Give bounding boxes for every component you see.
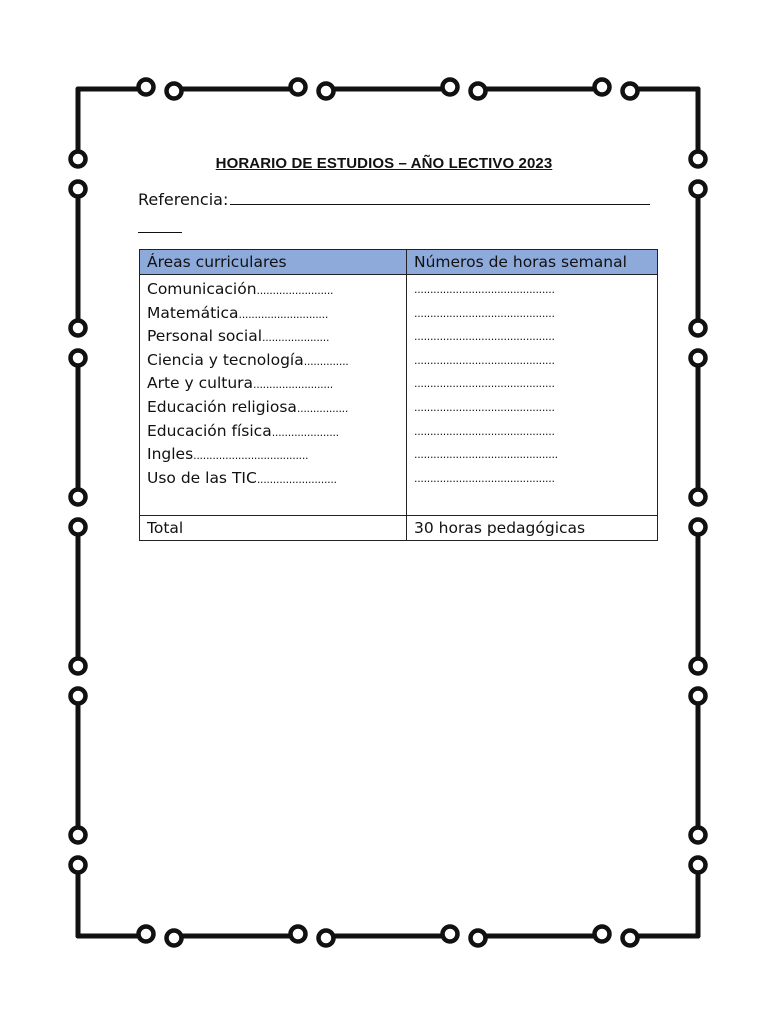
- border-ring: [167, 84, 182, 99]
- fill-dots: ..................................: [193, 449, 302, 463]
- reference-field: [138, 190, 650, 209]
- area-name: Personal social: [147, 327, 263, 346]
- list-item: [147, 325, 399, 349]
- border-ring: [443, 927, 458, 942]
- fill-dots: .....................: [271, 425, 339, 439]
- border-ring: [139, 927, 154, 942]
- hours-blank: ............................................: [414, 353, 555, 367]
- list-item: [147, 349, 399, 373]
- border-ring: [167, 931, 182, 946]
- hours-blank: ............................................: [414, 330, 555, 344]
- list-item: [147, 372, 399, 396]
- border-ring: [691, 490, 706, 505]
- border-ring: [71, 520, 86, 535]
- border-ring: [139, 80, 154, 95]
- list-item: [147, 302, 399, 326]
- border-ring: [691, 858, 706, 873]
- fill-dots: ......................: [256, 284, 327, 297]
- border-ring: [71, 659, 86, 674]
- reference-underline: [230, 190, 650, 205]
- border-ring: [319, 84, 334, 99]
- area-name: Educación religiosa: [147, 397, 297, 416]
- fill-dots: .........................: [256, 472, 337, 486]
- border-ring: [71, 182, 86, 197]
- hours-blank: ............................................: [414, 283, 555, 296]
- list-item: [147, 396, 399, 420]
- border-ring: [595, 927, 610, 942]
- area-name: Arte y cultura: [147, 374, 254, 393]
- column-header-areas: Áreas curriculares: [140, 250, 407, 275]
- border-ring: [691, 659, 706, 674]
- border-ring: [595, 80, 610, 95]
- list-item: [147, 278, 399, 302]
- border-ring: [71, 321, 86, 336]
- total-label: Total: [140, 516, 407, 541]
- border-ring: [443, 80, 458, 95]
- border-ring: [71, 689, 86, 704]
- border-ring: [691, 182, 706, 197]
- fill-dots: .....................: [262, 331, 330, 345]
- border-ring: [691, 520, 706, 535]
- fill-dots: .: [344, 401, 349, 415]
- list-item: [147, 467, 399, 491]
- list-item: [147, 443, 399, 467]
- border-ring: [691, 689, 706, 704]
- column-header-hours: Números de horas semanal: [407, 250, 658, 275]
- fill-dots: .........................: [253, 378, 333, 392]
- border-ring: [623, 931, 638, 946]
- border-ring: [623, 84, 638, 99]
- hours-blank: ............................................: [414, 377, 555, 391]
- list-item: [147, 420, 399, 444]
- area-name: Ingles: [147, 445, 194, 464]
- hours-blank: ............................................: [414, 400, 555, 414]
- areas-list-cell: [140, 275, 407, 516]
- table-header-row: [140, 250, 658, 275]
- border-ring: [471, 84, 486, 99]
- border-ring: [71, 858, 86, 873]
- border-ring: [691, 351, 706, 366]
- border-ring: [691, 321, 706, 336]
- border-ring: [319, 931, 334, 946]
- fill-dots: ...............: [296, 401, 345, 415]
- hours-blank: ............................................: [414, 306, 555, 320]
- reference-label: Referencia:: [138, 190, 229, 209]
- hours-blank: ............................................: [414, 424, 555, 438]
- border-ring: [291, 927, 306, 942]
- total-row: [140, 516, 658, 541]
- fill-dots: .........................: [238, 307, 319, 321]
- border-ring: [291, 80, 306, 95]
- area-name: Educación física: [147, 421, 272, 440]
- fill-dots: ..: [326, 284, 334, 297]
- reference-underline-continued: [138, 232, 182, 233]
- border-ring: [71, 351, 86, 366]
- area-name: Ciencia y tecnología: [147, 350, 304, 369]
- table-body-row: [140, 275, 658, 516]
- area-name: Matemática: [147, 303, 239, 322]
- hours-blank: ............................................: [414, 471, 555, 485]
- total-value: 30 horas pedagógicas: [407, 516, 658, 541]
- border-ring: [71, 828, 86, 843]
- area-name: Comunicación: [147, 280, 257, 298]
- area-name: Uso de las TIC: [147, 468, 257, 487]
- fill-dots: ...: [318, 307, 329, 321]
- border-ring: [471, 931, 486, 946]
- border-ring: [71, 490, 86, 505]
- hours-blank: .............................................: [414, 448, 558, 462]
- fill-dots: ..: [301, 449, 309, 463]
- hours-table: [139, 249, 658, 541]
- hours-list-cell: [407, 275, 658, 516]
- border-ring: [691, 828, 706, 843]
- fill-dots: ..............: [303, 354, 349, 368]
- page-title: HORARIO DE ESTUDIOS – AÑO LECTIVO 2023: [215, 155, 553, 172]
